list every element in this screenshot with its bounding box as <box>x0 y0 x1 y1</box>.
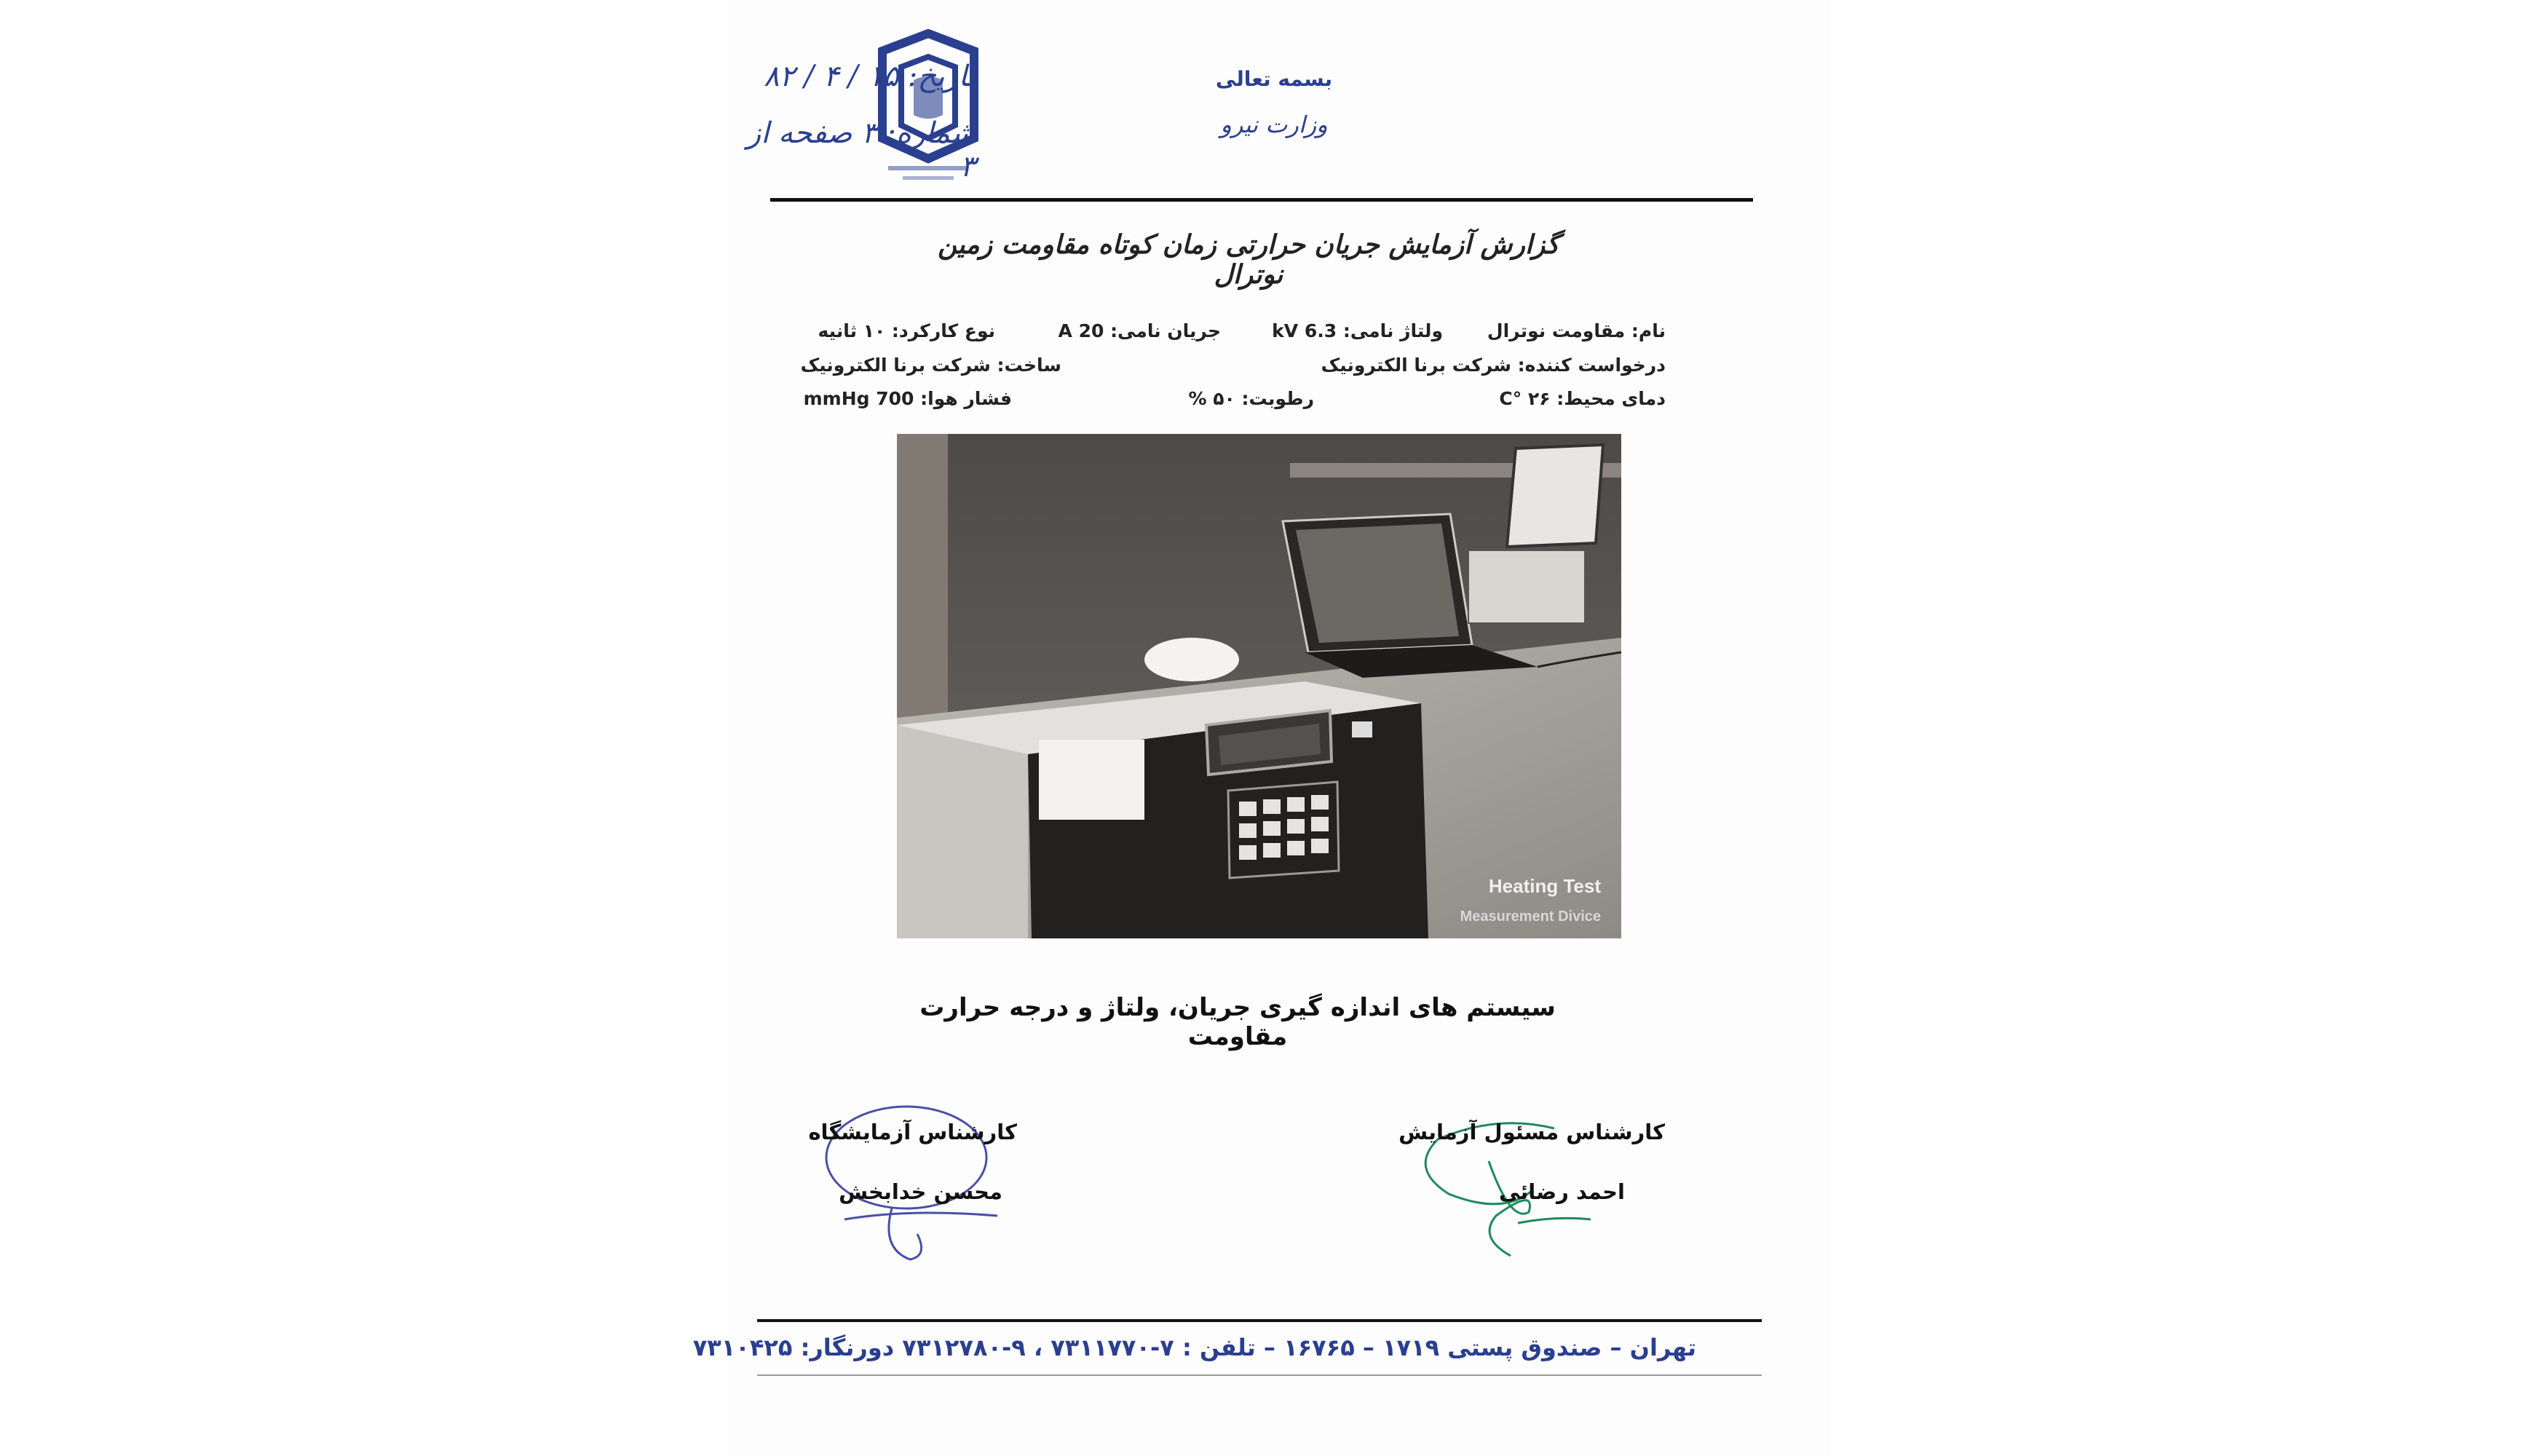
number-line: شماره: ۳ صفحه از ۳ <box>746 116 976 183</box>
field-current: جریان نامی: 20 A <box>1058 320 1221 341</box>
field-ambient-temp: دمای محیط: ۲۶ °C <box>1499 388 1666 409</box>
left-signatory-title: کارشناس آزمایشگاه <box>808 1120 1017 1144</box>
right-signatory-name: احمد رضائی <box>1499 1179 1625 1204</box>
field-pressure: فشار هوا: 700 mmHg <box>803 388 1012 409</box>
field-applicant: درخواست کننده: شرکت برنا الکترونیک <box>1321 355 1666 376</box>
field-voltage: ولتاژ نامی: 6.3 kV <box>1272 320 1443 341</box>
right-signatory-title: کارشناس مسئول آزمایش <box>1398 1120 1665 1144</box>
footer-divider <box>757 1319 1762 1322</box>
photo-caption: سیستم های اندازه گیری جریان، ولتاژ و درجه حرارت مقاومت <box>919 993 1556 1051</box>
left-signatory-name: محسن خدابخش <box>839 1179 1002 1204</box>
device-photo <box>897 434 1621 938</box>
header-divider <box>770 198 1753 202</box>
report-title: گزارش آزمایش جریان حرارتی زمان کوتاه مقاومت زمین نوترال <box>938 230 1559 290</box>
photo-label-title: Heating Test <box>1488 875 1601 897</box>
footer-address: تهران – صندوق پستی ۱۷۱۹ – ۱۶۷۶۵ – تلفن : ۷-۷۳۱۱۷۷۰ ، ۹-۷۳۱۲۷۸۰ دورنگار: ۷۳۱۰۴۲۵ <box>692 1334 1696 1361</box>
field-maker: ساخت: شرکت برنا الکترونیک <box>800 355 1061 376</box>
field-name: نام: مقاومت نوترال <box>1487 320 1666 341</box>
photo-label-subtitle: Measurement Divice <box>1460 909 1601 925</box>
ministry-name: وزارت نیرو <box>1220 111 1328 138</box>
field-duty: نوع کارکرد: ۱۰ ثانیه <box>818 320 995 341</box>
date-line: تاریخ: ۱۵ / ۴ / ۸۲ <box>763 60 976 93</box>
header-motto: بسمه تعالی <box>1215 67 1333 91</box>
field-humidity: رطوبت: ۵۰ % <box>1188 388 1314 409</box>
footer-underline <box>757 1374 1762 1376</box>
